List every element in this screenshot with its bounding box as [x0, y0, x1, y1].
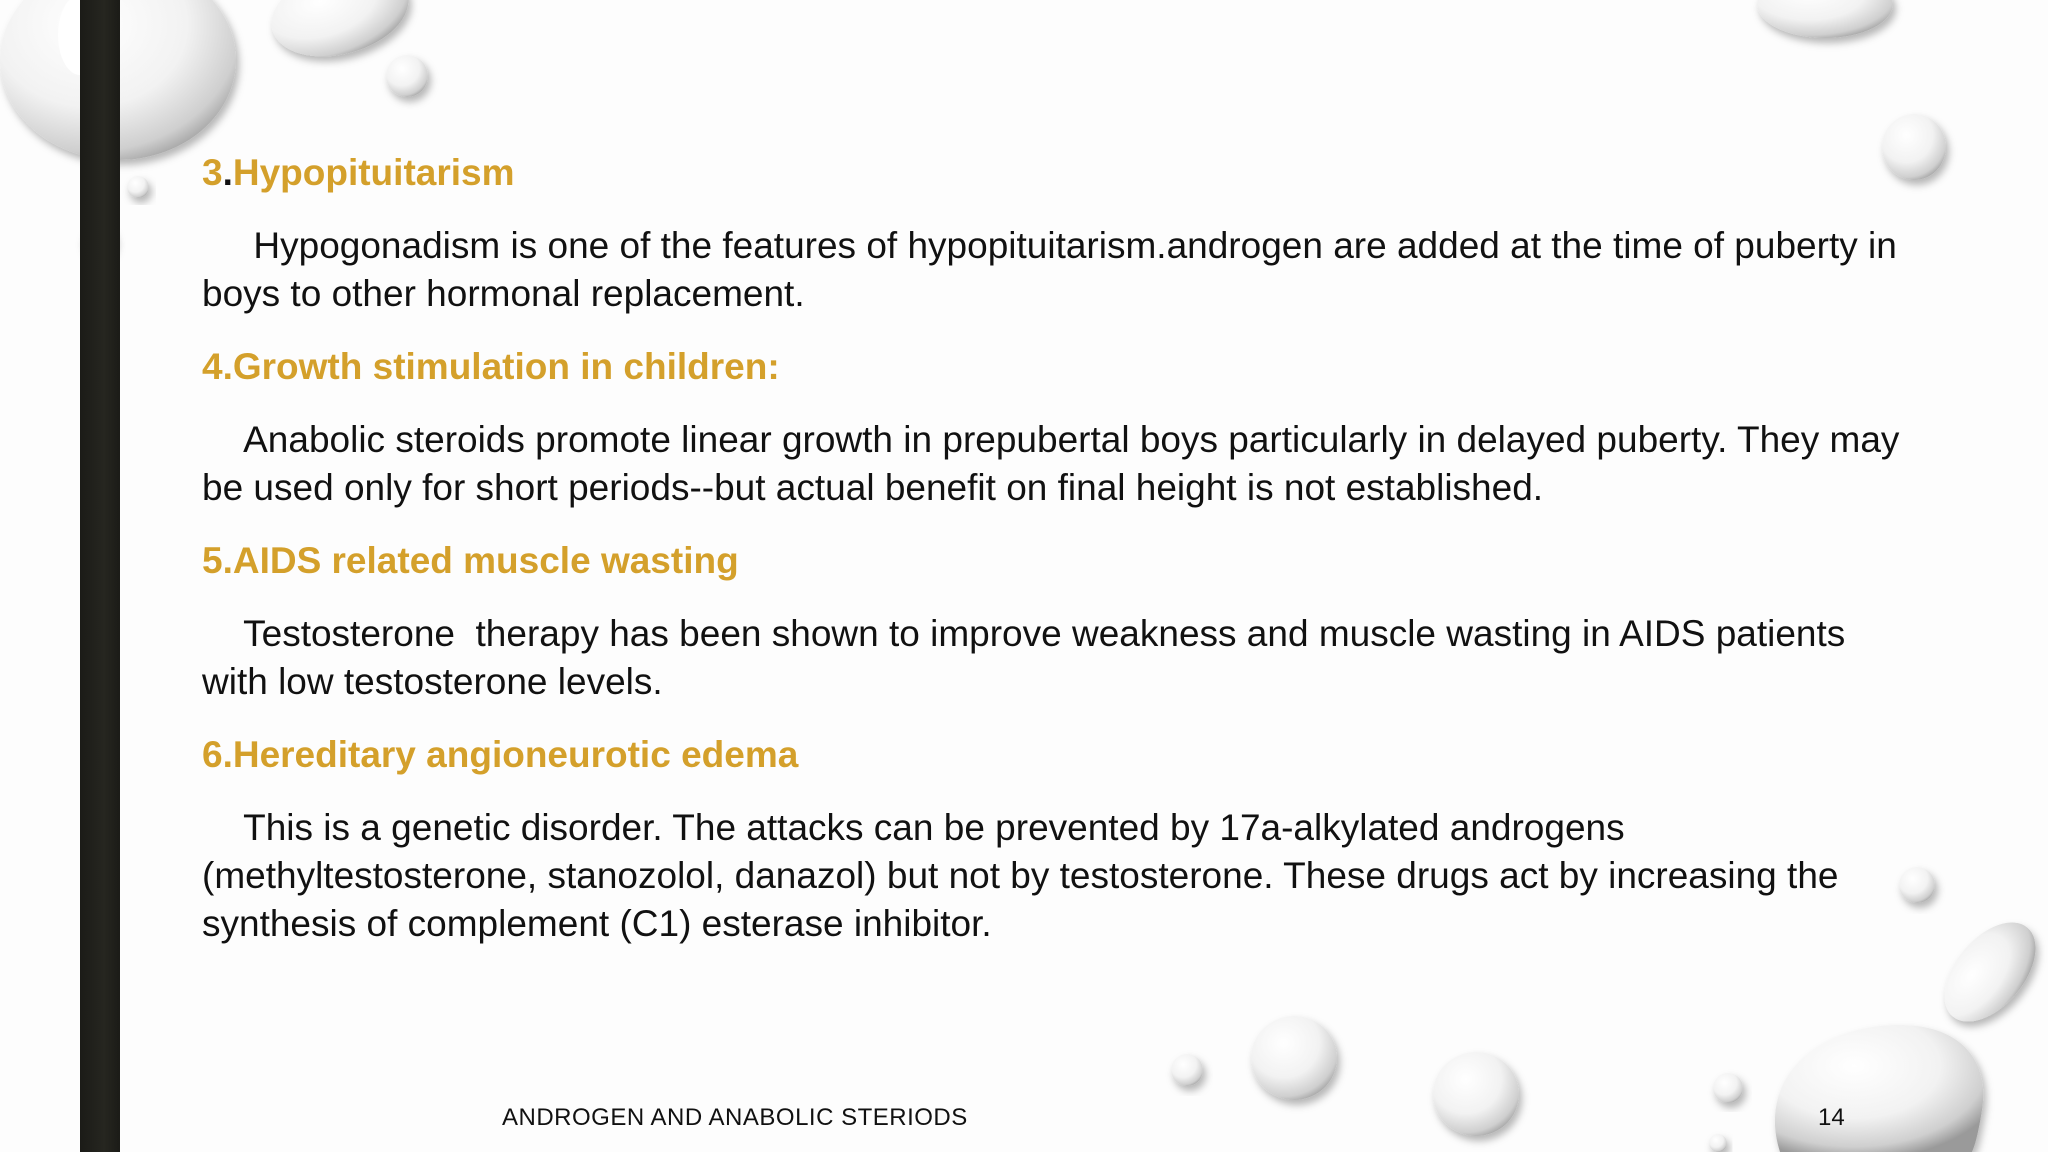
heading-number: 3 [202, 152, 223, 193]
heading-hypopituitarism [202, 150, 1902, 196]
heading-dot: . [222, 152, 233, 193]
drop-bar-1 [127, 176, 149, 198]
paragraph-hypopituitarism: Hypogonadism is one of the features of hypopituitarism.androgen are added at the time of puberty in boys to other hormonal replacement. [202, 225, 1908, 314]
drop-small-1 [386, 55, 428, 97]
drop-bottom-4 [1713, 1073, 1743, 1103]
paragraph-aids-muscle-wasting: Testosterone therapy has been shown to improve weakness and muscle wasting in AIDS patients with low testosterone levels. [202, 613, 1856, 702]
slide-content [202, 150, 1910, 974]
drop-bottom-right-big [1775, 1025, 1983, 1152]
heading-aids-muscle-wasting: 5.AIDS related muscle wasting [202, 540, 739, 581]
drop-bottom-3 [1433, 1052, 1519, 1136]
drop-bottom-1 [1171, 1054, 1203, 1086]
paragraph-hereditary-angioneurotic-edema: This is a genetic disorder. The attacks can be prevented by 17a-alkylated androgens (methyltestosterone, stanozolol, danazol) but not by testosterone. These drugs act by increasing the synthesis of complement (C1) esterase inhibitor. [202, 807, 1849, 944]
heading-growth-stimulation: 4.Growth stimulation in children: [202, 346, 780, 387]
drop-bottom-2 [1251, 1016, 1337, 1100]
footer-title: ANDROGEN AND ANABOLIC STERIODS [502, 1104, 968, 1131]
heading-hereditary-angioneurotic-edema: 6.Hereditary angioneurotic edema [202, 734, 799, 775]
heading-text: Hypopituitarism [232, 152, 515, 193]
paragraph-growth-stimulation: Anabolic steroids promote linear growth in prepubertal boys particularly in delayed puberty. They may be used only for short periods--but actual benefit on final height is not established. [202, 419, 1910, 508]
left-accent-bar [80, 0, 120, 1152]
drop-right-2 [1899, 867, 1935, 903]
drop-bottom-5 [1709, 1134, 1727, 1152]
drop-right-3 [1927, 906, 2048, 1039]
drop-top-right [1757, 0, 1893, 38]
page-number: 14 [1818, 1104, 1845, 1131]
